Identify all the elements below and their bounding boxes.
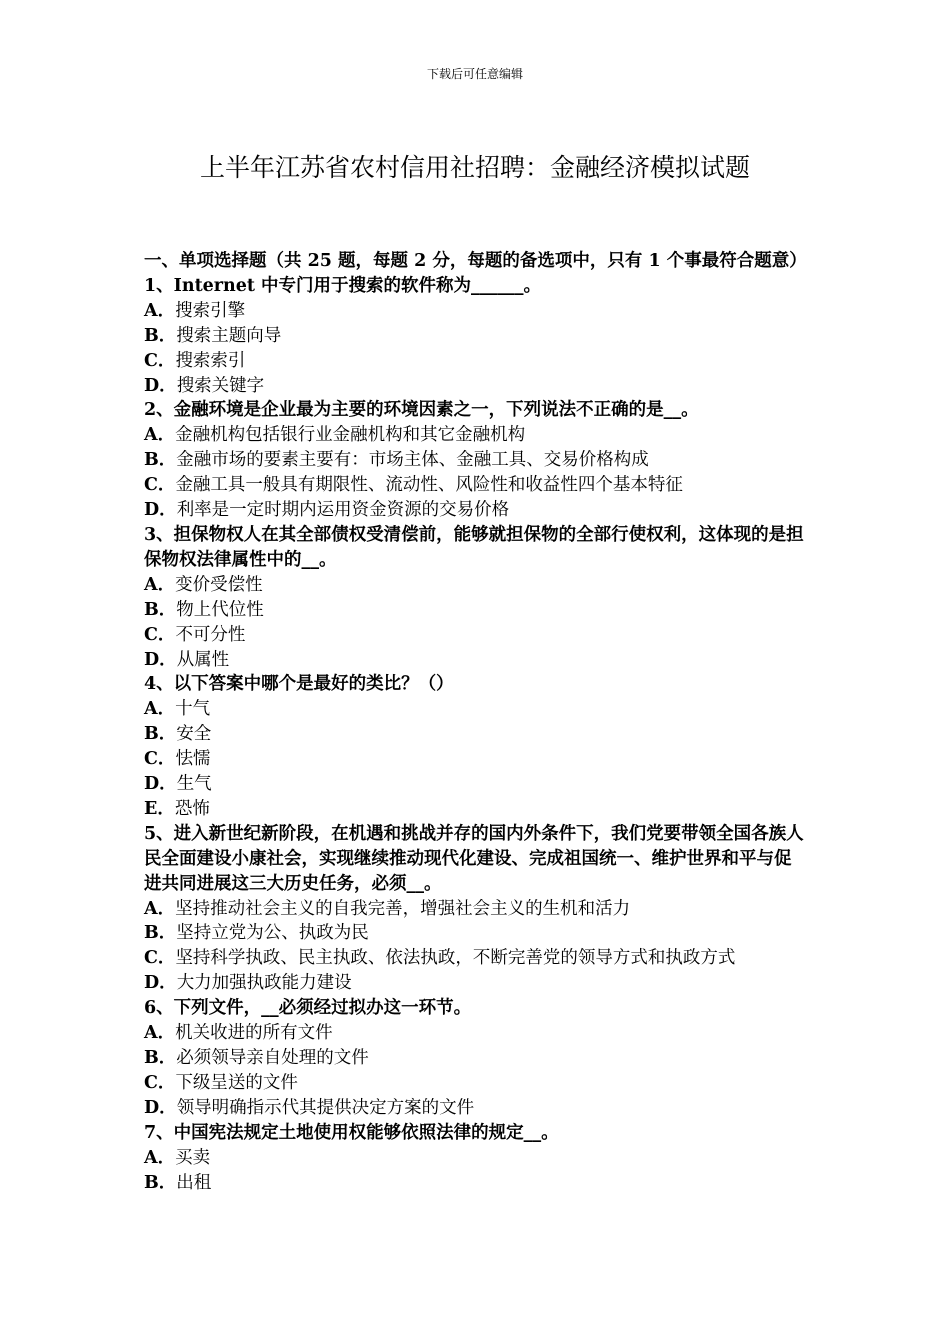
answer-option bbox=[144, 448, 808, 473]
question-block bbox=[144, 996, 808, 1121]
option-letter: A． bbox=[144, 1147, 176, 1168]
option-text: 怯懦 bbox=[175, 749, 211, 770]
answer-option bbox=[144, 423, 808, 448]
option-letter: C． bbox=[144, 624, 176, 645]
option-letter: B． bbox=[144, 724, 177, 745]
answer-option bbox=[144, 324, 808, 349]
option-text: 金融工具一般具有期限性、流动性、风险性和收益性四个基本特征 bbox=[175, 475, 683, 496]
option-letter: E． bbox=[144, 798, 175, 819]
option-text: 必须领导亲自处理的文件 bbox=[176, 1048, 369, 1068]
option-text: 安全 bbox=[176, 724, 212, 745]
option-letter: B． bbox=[144, 923, 177, 944]
answer-option bbox=[144, 598, 808, 623]
option-text: 坚持立党为公、执政为民 bbox=[176, 923, 369, 944]
header-note: 下载后可任意编辑 bbox=[426, 67, 523, 81]
answer-option bbox=[144, 722, 808, 747]
answer-option bbox=[144, 797, 808, 822]
answer-option bbox=[144, 1021, 808, 1046]
option-text: 搜索索引 bbox=[175, 350, 246, 371]
option-letter: B． bbox=[144, 599, 177, 620]
option-text: 恐怖 bbox=[174, 798, 210, 819]
answer-option bbox=[144, 1096, 808, 1121]
option-letter: C． bbox=[144, 749, 176, 770]
option-letter: B． bbox=[144, 1048, 177, 1068]
option-text: 大力加强执政能力建设 bbox=[176, 973, 352, 994]
option-text: 利率是一定时期内运用资金资源的交易价格 bbox=[176, 500, 510, 521]
question-list bbox=[144, 274, 808, 1196]
answer-option bbox=[144, 1146, 808, 1171]
option-letter: B． bbox=[144, 325, 177, 346]
document-title: 上半年江苏省农村信用社招聘：金融经济模拟试题 bbox=[199, 153, 750, 182]
question-block bbox=[144, 822, 808, 996]
question-block bbox=[144, 274, 808, 399]
question-stem: 2、金融环境是企业最为主要的环境因素之一，下列说法不正确的是__。 bbox=[144, 400, 699, 421]
option-letter: D． bbox=[144, 649, 177, 670]
question-block bbox=[144, 398, 808, 523]
option-letter: D． bbox=[144, 375, 177, 396]
answer-option bbox=[144, 897, 808, 922]
exam-content bbox=[144, 249, 808, 1195]
option-text: 变价受偿性 bbox=[175, 574, 263, 595]
question-block bbox=[144, 1121, 808, 1196]
answer-option bbox=[144, 648, 808, 673]
option-letter: D． bbox=[144, 500, 177, 521]
option-text: 搜索引擎 bbox=[175, 300, 246, 321]
answer-option bbox=[144, 772, 808, 797]
question-stem: 3、担保物权人在其全部债权受清偿前，能够就担保物的全部行使权利，这体现的是担保物权法律属性中的__。 bbox=[144, 524, 804, 570]
option-letter: D． bbox=[144, 973, 177, 994]
option-text: 领导明确指示代其提供决定方案的文件 bbox=[176, 1097, 475, 1118]
answer-option bbox=[144, 747, 808, 772]
answer-option bbox=[144, 921, 808, 946]
question-stem: 5、进入新世纪新阶段，在机遇和挑战并存的国内外条件下，我们党要带领全国各族人民全面建设小康社会，实现继续推动现代化建设、完成祖国统一、维护世界和平与促进共同进展这三大历史任务，必须__。 bbox=[144, 823, 804, 894]
option-letter: A． bbox=[144, 574, 176, 595]
question-stem: 4、以下答案中哪个是最好的类比？（） bbox=[144, 674, 454, 695]
option-letter: D． bbox=[144, 774, 177, 795]
question-stem: 1、Internet 中专门用于搜索的软件称为______。 bbox=[144, 275, 542, 296]
option-letter: A． bbox=[144, 699, 176, 720]
option-text: 坚持科学执政、民主执政、依法执政，不断完善党的领导方式和执政方式 bbox=[175, 948, 736, 969]
option-letter: A． bbox=[144, 300, 176, 321]
answer-option bbox=[144, 623, 808, 648]
option-text: 金融市场的要素主要有：市场主体、金融工具、交易价格构成 bbox=[176, 450, 649, 471]
answer-option bbox=[144, 498, 808, 523]
option-text: 十气 bbox=[175, 699, 211, 720]
option-text: 物上代位性 bbox=[176, 599, 264, 620]
answer-option bbox=[144, 573, 808, 598]
option-letter: A． bbox=[144, 425, 176, 446]
answer-option bbox=[144, 374, 808, 399]
option-letter: C． bbox=[144, 1072, 176, 1093]
section-heading: 一、单项选择题（共 25 题，每题 2 分，每题的备选项中，只有 1 个事最符合题意） bbox=[144, 251, 807, 271]
option-text: 坚持推动社会主义的自我完善，增强社会主义的生机和活力 bbox=[175, 898, 631, 919]
answer-option bbox=[144, 349, 808, 374]
option-text: 生气 bbox=[176, 774, 212, 795]
answer-option bbox=[144, 1046, 808, 1071]
option-text: 搜索主题向导 bbox=[176, 325, 282, 346]
answer-option bbox=[144, 971, 808, 996]
question-block bbox=[144, 672, 808, 821]
option-letter: D． bbox=[144, 1097, 177, 1118]
option-letter: C． bbox=[144, 350, 176, 371]
answer-option bbox=[144, 697, 808, 722]
option-text: 买卖 bbox=[175, 1147, 211, 1168]
option-text: 搜索关键字 bbox=[176, 375, 265, 396]
option-letter: B． bbox=[144, 450, 177, 471]
answer-option bbox=[144, 946, 808, 971]
option-letter: C． bbox=[144, 948, 176, 969]
option-letter: A． bbox=[144, 1023, 176, 1044]
answer-option bbox=[144, 1171, 808, 1196]
option-text: 机关收进的所有文件 bbox=[175, 1023, 333, 1044]
question-stem: 7、中国宪法规定土地使用权能够依照法律的规定__。 bbox=[144, 1122, 559, 1143]
option-text: 出租 bbox=[176, 1172, 212, 1193]
option-letter: A． bbox=[144, 898, 176, 919]
option-letter: C． bbox=[144, 475, 176, 496]
option-text: 不可分性 bbox=[175, 624, 246, 645]
option-text: 从属性 bbox=[176, 649, 230, 670]
option-text: 金融机构包括银行业金融机构和其它金融机构 bbox=[175, 425, 526, 446]
option-letter: B． bbox=[144, 1172, 177, 1193]
question-block bbox=[144, 523, 808, 672]
option-text: 下级呈送的文件 bbox=[175, 1072, 298, 1093]
answer-option bbox=[144, 299, 808, 324]
answer-option bbox=[144, 1071, 808, 1096]
answer-option bbox=[144, 473, 808, 498]
question-stem: 6、下列文件，__必须经过拟办这一环节。 bbox=[144, 998, 472, 1019]
